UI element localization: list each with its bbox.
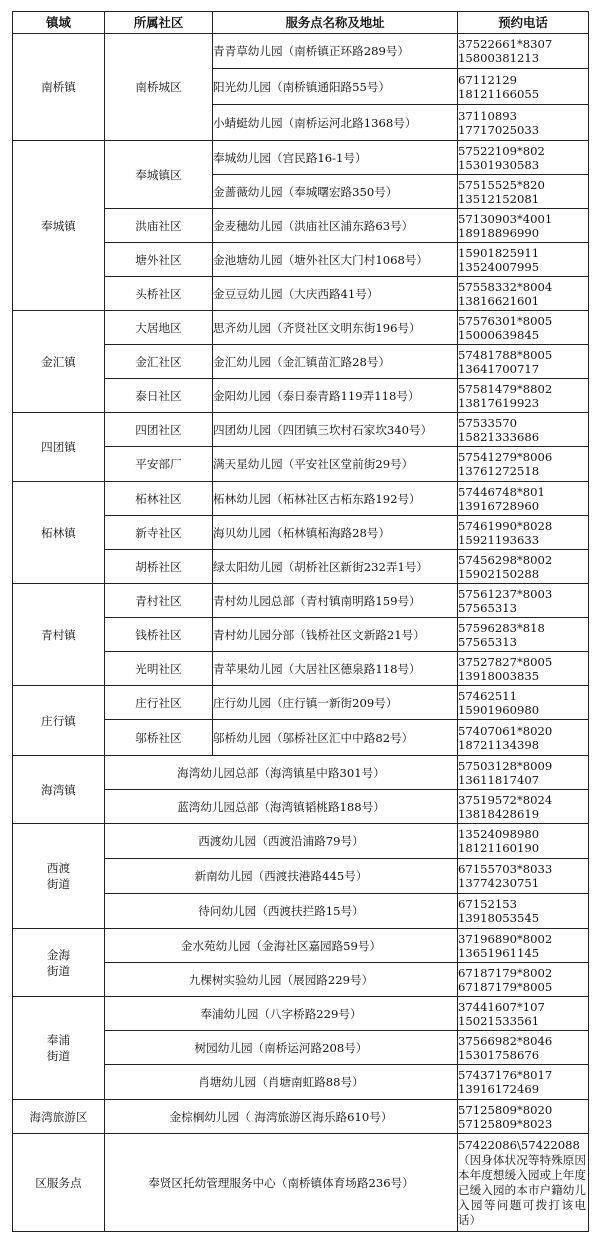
phone-cell	[458, 311, 589, 345]
phone-number: 37522661*8307	[458, 37, 553, 51]
phone-cell	[458, 1134, 589, 1232]
table-row	[13, 413, 589, 447]
phone-cell	[458, 584, 589, 618]
phone-number: 57565313	[458, 634, 518, 649]
town-cell	[13, 34, 105, 141]
community-cell: 平安部厂	[105, 447, 213, 482]
community-cell: 新寺社区	[105, 516, 213, 550]
phone-number: 57503128*8009	[458, 758, 553, 773]
phone-number: 13816621601	[458, 293, 540, 308]
phone-number: 67155703*8033	[458, 862, 553, 876]
phone-number: 13611817407	[458, 772, 540, 787]
community-cell: 奉城镇区	[105, 141, 213, 209]
community-cell: 泰日社区	[105, 379, 213, 413]
town-name-line: 庄行镇	[41, 713, 76, 728]
phone-cell	[458, 175, 589, 209]
town-name-line: 海湾镇	[41, 782, 76, 797]
town-name-line: 街道	[46, 877, 71, 891]
phone-number: 67152153	[458, 897, 518, 911]
phone-cell	[458, 345, 589, 379]
phone-cell	[458, 482, 589, 516]
phone-number: 15901825911	[458, 245, 540, 260]
phone-cell	[458, 277, 589, 311]
phone-cell	[458, 447, 589, 482]
phone-number: 57522109*802	[458, 143, 545, 158]
service-point-cell: 四团幼儿园（四团镇三坎村石家坎340号）	[213, 413, 458, 447]
phone-number: 15301930583	[458, 157, 540, 172]
phone-number: 15301758676	[458, 1047, 540, 1062]
header-row	[13, 12, 589, 34]
town-name-line: 西渡	[46, 861, 71, 875]
phone-number: 57541279*8006	[458, 450, 553, 464]
phone-cell	[458, 209, 589, 243]
service-point-cell: 奉城幼儿园（宫民路16-1号）	[213, 141, 458, 175]
table-row	[13, 311, 589, 345]
appointment-table	[12, 11, 589, 1232]
community-cell: 四团社区	[105, 413, 213, 447]
community-cell: 金汇社区	[105, 345, 213, 379]
phone-number: 57130903*4001	[458, 211, 553, 226]
phone-cell	[458, 686, 589, 720]
town-name-line: 街道	[46, 1049, 71, 1063]
phone-number: 15902150288	[458, 566, 540, 581]
service-point-cell: 海湾幼儿园总部（海湾镇星中路301号）	[105, 756, 458, 790]
table-row	[13, 1100, 589, 1134]
service-point-cell: 蓝湾幼儿园总部（海湾镇韬桃路188号）	[105, 790, 458, 824]
service-point-cell: 金蔷薇幼儿园（奉城曙宏路350号）	[213, 175, 458, 209]
service-point-cell: 待问幼儿园（西渡扶拦路15号）	[105, 894, 458, 929]
town-cell	[13, 311, 105, 413]
phone-number: 57565313	[458, 600, 518, 615]
service-point-cell: 金麦穗幼儿园（洪庙社区浦东路63号）	[213, 209, 458, 243]
phone-number: 57125809*8020	[458, 1102, 553, 1117]
phone-number: 18721134398	[458, 737, 540, 752]
community-cell: 头桥社区	[105, 277, 213, 311]
phone-number: 57462511	[458, 688, 518, 703]
phone-cell	[458, 929, 589, 963]
community-cell: 庄行社区	[105, 686, 213, 720]
town-cell	[13, 824, 105, 929]
service-point-cell: 九棵树实验幼儿园（展园路229号）	[105, 963, 458, 997]
community-cell: 钱桥社区	[105, 618, 213, 652]
phone-number: 13918003835	[458, 668, 540, 683]
phone-number: 18121160190	[458, 841, 540, 855]
community-cell: 光明社区	[105, 652, 213, 686]
town-cell	[13, 929, 105, 997]
phone-note: （因身体状况等特殊原因本年度想缓入园或上年度已缓入园的本市户籍幼儿入园等问题可拨打该电话）	[458, 1152, 586, 1227]
phone-cell	[458, 963, 589, 997]
table-row	[13, 34, 589, 69]
phone-number: 17717025033	[458, 122, 540, 137]
phone-number: 15000639845	[458, 327, 540, 342]
phone-number: 13916172469	[458, 1082, 540, 1096]
phone-number: 57558332*8004	[458, 279, 553, 294]
phone-number: 57533570	[458, 415, 518, 430]
town-name-line: 金汇镇	[41, 354, 76, 369]
table-row	[13, 584, 589, 618]
header-community: 所属社区	[105, 12, 213, 34]
phone-number: 57437176*8017	[458, 1068, 553, 1082]
town-name-line: 青村镇	[41, 627, 76, 642]
community-cell: 柘林社区	[105, 482, 213, 516]
town-cell	[13, 141, 105, 311]
phone-cell	[458, 1031, 589, 1065]
service-point-cell: 满天星幼儿园（平安社区堂前街29号）	[213, 447, 458, 482]
town-name-line: 街道	[46, 963, 71, 978]
town-name-line: 奉浦	[46, 1033, 71, 1047]
town-name-line: 金海	[46, 947, 71, 962]
service-point-cell: 金池塘幼儿园（塘外社区大门村1068号）	[213, 243, 458, 277]
phone-number: 13651961145	[458, 945, 540, 960]
header-town: 镇域	[13, 12, 105, 34]
community-cell: 青村社区	[105, 584, 213, 618]
service-point-cell: 奉贤区托幼管理服务中心（南桥镇体育场路236号）	[105, 1134, 458, 1232]
service-point-cell: 新南幼儿园（西渡扶港路445号）	[105, 859, 458, 894]
table-row	[13, 141, 589, 175]
community-cell: 胡桥社区	[105, 550, 213, 584]
town-cell	[13, 413, 105, 482]
phone-number: 15821333686	[458, 429, 540, 444]
phone-cell	[458, 550, 589, 584]
community-cell: 洪庙社区	[105, 209, 213, 243]
phone-number: 37566982*8046	[458, 1033, 553, 1048]
phone-number: 67187179*8005	[458, 979, 553, 994]
phone-cell	[458, 790, 589, 824]
table-row	[13, 482, 589, 516]
phone-number: 13918053545	[458, 911, 540, 925]
community-cell: 南桥城区	[105, 34, 213, 141]
phone-number: 57125809*8023	[458, 1116, 553, 1131]
town-name-line: 南桥镇	[41, 80, 76, 94]
phone-number: 18121166055	[458, 86, 540, 101]
service-point-cell: 金汇幼儿园（金汇镇苗汇路28号）	[213, 345, 458, 379]
kindergarten-service-table	[12, 11, 589, 1232]
phone-cell	[458, 652, 589, 686]
table-row	[13, 929, 589, 963]
town-cell	[13, 1100, 105, 1134]
phone-number: 15021533561	[458, 1013, 540, 1028]
phone-number: 15921193633	[458, 532, 540, 547]
community-cell: 大居地区	[105, 311, 213, 345]
town-name-line: 海湾旅游区	[29, 1109, 88, 1124]
phone-number: 37527827*8005	[458, 654, 553, 669]
service-point-cell: 海贝幼儿园（柘林镇柘海路28号）	[213, 516, 458, 550]
phone-cell	[458, 34, 589, 69]
service-point-cell: 金阳幼儿园（泰日泰青路119弄118号）	[213, 379, 458, 413]
phone-number: 57422086\57422088	[458, 1137, 580, 1152]
phone-number: 13916728960	[458, 498, 540, 513]
service-point-cell: 青青草幼儿园（南桥镇正环路289号）	[213, 34, 458, 69]
phone-number: 67187179*8002	[458, 965, 553, 980]
town-name-line: 柘林镇	[41, 525, 76, 540]
phone-cell	[458, 859, 589, 894]
service-point-cell: 思齐幼儿园（齐贤社区文明东街196号）	[213, 311, 458, 345]
phone-cell	[458, 105, 589, 141]
phone-number: 13524007995	[458, 259, 540, 274]
town-cell: 区服务点	[13, 1134, 105, 1232]
phone-number: 13818428619	[458, 806, 540, 821]
phone-cell	[458, 720, 589, 756]
service-point-cell: 肖塘幼儿园（肖塘南虹路88号）	[105, 1065, 458, 1100]
table-body	[13, 34, 589, 1232]
phone-number: 57596283*818	[458, 620, 545, 635]
town-cell	[13, 756, 105, 824]
phone-cell	[458, 997, 589, 1031]
service-point-cell: 青村幼儿园分部（钱桥社区文新路21号）	[213, 618, 458, 652]
town-name-line: 奉城镇	[41, 218, 76, 233]
phone-cell	[458, 141, 589, 175]
community-cell: 邬桥社区	[105, 720, 213, 756]
phone-number: 57481788*8005	[458, 347, 553, 362]
phone-number: 13761272518	[458, 464, 540, 478]
service-point-cell: 青村幼儿园总部（青村镇南明路159号）	[213, 584, 458, 618]
service-point-cell: 庄行幼儿园（庄行镇一新街209号）	[213, 686, 458, 720]
phone-number: 37441607*107	[458, 999, 545, 1014]
phone-number: 67112129	[458, 72, 518, 87]
town-name-line: 四团镇	[41, 440, 76, 454]
phone-cell	[458, 379, 589, 413]
phone-number: 57515525*820	[458, 177, 545, 192]
phone-number: 13817619923	[458, 395, 540, 410]
service-point-cell: 金棕榈幼儿园（ 海湾旅游区海乐路610号）	[105, 1100, 458, 1134]
service-center-row	[13, 1134, 589, 1232]
phone-cell	[458, 1100, 589, 1134]
phone-cell	[458, 824, 589, 859]
phone-cell	[458, 413, 589, 447]
service-point-cell: 阳光幼儿园（南桥镇通阳路55号）	[213, 69, 458, 105]
phone-number: 15901960980	[458, 702, 540, 717]
phone-cell	[458, 1065, 589, 1100]
phone-number: 57456298*8002	[458, 552, 553, 567]
header-point: 服务点名称及地址	[213, 12, 458, 34]
service-point-cell: 柘林幼儿园（柘林社区古柘东路192号）	[213, 482, 458, 516]
community-cell: 塘外社区	[105, 243, 213, 277]
phone-number: 57446748*801	[458, 484, 545, 499]
service-point-cell: 西渡幼儿园（西渡沿浦路79号）	[105, 824, 458, 859]
service-point-cell: 小蜻蜓幼儿园（南桥运河北路1368号）	[213, 105, 458, 141]
service-point-cell: 青苹果幼儿园（大居社区德泉路118号）	[213, 652, 458, 686]
phone-number: 57576301*8005	[458, 313, 553, 328]
phone-cell	[458, 756, 589, 790]
town-cell	[13, 482, 105, 584]
phone-number: 15800381213	[458, 51, 540, 65]
service-point-cell: 树园幼儿园（南桥运河路208号）	[105, 1031, 458, 1065]
service-point-cell: 奉浦幼儿园（八字桥路229号）	[105, 997, 458, 1031]
phone-cell	[458, 894, 589, 929]
table-row	[13, 997, 589, 1031]
phone-cell	[458, 243, 589, 277]
phone-number: 37519572*8024	[458, 792, 553, 807]
phone-cell	[458, 516, 589, 550]
town-cell	[13, 686, 105, 756]
phone-number: 18918896990	[458, 225, 540, 240]
phone-number: 13512152081	[458, 191, 540, 206]
table-row	[13, 686, 589, 720]
phone-number: 57561237*8003	[458, 586, 553, 601]
phone-cell	[458, 618, 589, 652]
phone-number: 57461990*8028	[458, 518, 553, 533]
table-row	[13, 824, 589, 859]
phone-number: 13774230751	[458, 876, 540, 890]
service-point-cell: 邬桥幼儿园（邬桥社区汇中中路82号）	[213, 720, 458, 756]
phone-number: 57407061*8020	[458, 723, 553, 738]
table-row	[13, 756, 589, 790]
phone-number: 37196890*8002	[458, 931, 553, 946]
phone-number: 57581479*8802	[458, 381, 553, 396]
service-point-cell: 金豆豆幼儿园（大庆西路41号）	[213, 277, 458, 311]
town-cell	[13, 997, 105, 1100]
phone-number: 13524098980	[458, 827, 540, 841]
service-point-cell: 金水苑幼儿园（金海社区嘉园路59号）	[105, 929, 458, 963]
town-cell	[13, 584, 105, 686]
phone-cell	[458, 69, 589, 105]
service-point-cell: 绿太阳幼儿园（胡桥社区新街232弄1号）	[213, 550, 458, 584]
phone-number: 13641700717	[458, 361, 540, 376]
header-phone: 预约电话	[458, 12, 589, 34]
phone-number: 37110893	[458, 108, 518, 123]
